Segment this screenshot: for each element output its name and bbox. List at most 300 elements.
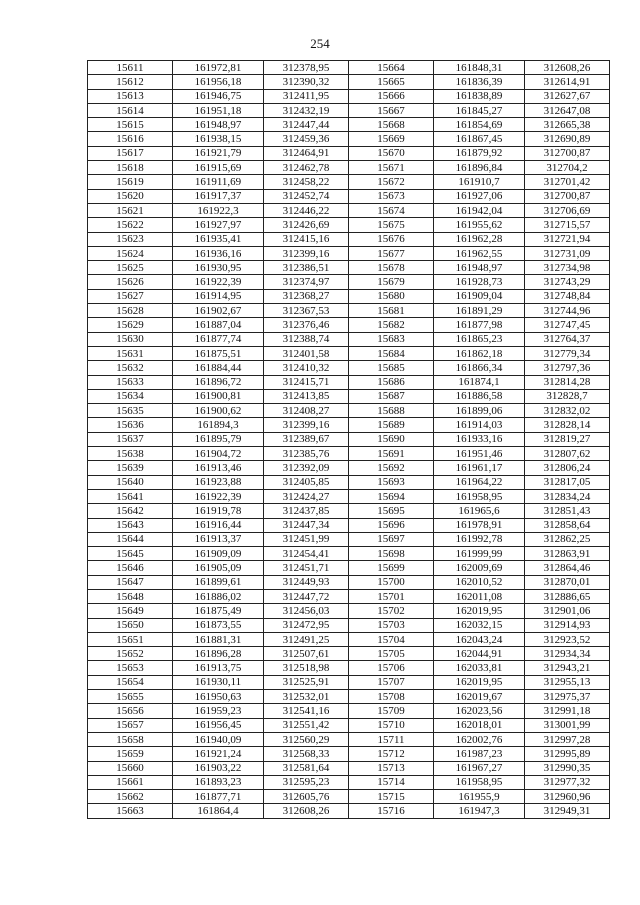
table-row [88,346,610,360]
point-id-cell: 15663 [88,804,173,818]
point-id-cell: 15700 [349,575,434,589]
y-coordinate-cell: 312447,72 [264,589,349,603]
point-id-cell: 15622 [88,218,173,232]
table-row [88,561,610,575]
table-row [88,747,610,761]
x-coordinate-cell: 161940,09 [173,732,264,746]
point-id-cell: 15691 [349,447,434,461]
x-coordinate-cell: 161965,6 [434,504,525,518]
x-coordinate-cell: 162018,01 [434,718,525,732]
x-coordinate-cell: 161972,81 [173,61,264,75]
point-id-cell: 15673 [349,189,434,203]
point-id-cell: 15693 [349,475,434,489]
x-coordinate-cell: 161967,27 [434,761,525,775]
y-coordinate-cell: 312949,31 [525,804,610,818]
x-coordinate-cell: 161909,04 [434,289,525,303]
point-id-cell: 15692 [349,461,434,475]
y-coordinate-cell: 312401,58 [264,346,349,360]
y-coordinate-cell: 312923,52 [525,632,610,646]
point-id-cell: 15660 [88,761,173,775]
x-coordinate-cell: 161873,55 [173,618,264,632]
y-coordinate-cell: 312454,41 [264,547,349,561]
x-coordinate-cell: 161928,73 [434,275,525,289]
x-coordinate-cell: 161947,3 [434,804,525,818]
y-coordinate-cell: 312451,71 [264,561,349,575]
x-coordinate-cell: 161946,75 [173,89,264,103]
x-coordinate-cell: 161987,23 [434,747,525,761]
point-id-cell: 15636 [88,418,173,432]
x-coordinate-cell: 161913,46 [173,461,264,475]
point-id-cell: 15704 [349,632,434,646]
table-row [88,804,610,818]
y-coordinate-cell: 312886,65 [525,589,610,603]
table-row [88,261,610,275]
point-id-cell: 15619 [88,175,173,189]
point-id-cell: 15696 [349,518,434,532]
point-id-cell: 15670 [349,146,434,160]
table-row [88,418,610,432]
y-coordinate-cell: 312864,46 [525,561,610,575]
x-coordinate-cell: 161911,69 [173,175,264,189]
table-row [88,332,610,346]
x-coordinate-cell: 162019,67 [434,690,525,704]
point-id-cell: 15634 [88,389,173,403]
y-coordinate-cell: 312764,37 [525,332,610,346]
table-row [88,432,610,446]
table-row [88,189,610,203]
y-coordinate-cell: 312817,05 [525,475,610,489]
x-coordinate-cell: 162011,08 [434,589,525,603]
table-row [88,447,610,461]
table-row [88,146,610,160]
y-coordinate-cell: 312432,19 [264,103,349,117]
point-id-cell: 15639 [88,461,173,475]
y-coordinate-cell: 312374,97 [264,275,349,289]
x-coordinate-cell: 161913,37 [173,532,264,546]
x-coordinate-cell: 161915,69 [173,161,264,175]
table-row [88,690,610,704]
table-row [88,118,610,132]
point-id-cell: 15675 [349,218,434,232]
y-coordinate-cell: 312451,99 [264,532,349,546]
y-coordinate-cell: 312568,33 [264,747,349,761]
point-id-cell: 15676 [349,232,434,246]
x-coordinate-cell: 161864,4 [173,804,264,818]
table-row [88,161,610,175]
table-row [88,575,610,589]
y-coordinate-cell: 313001,99 [525,718,610,732]
point-id-cell: 15638 [88,447,173,461]
y-coordinate-cell: 312806,24 [525,461,610,475]
y-coordinate-cell: 312975,37 [525,690,610,704]
table-row [88,775,610,789]
y-coordinate-cell: 312472,95 [264,618,349,632]
y-coordinate-cell: 312807,62 [525,447,610,461]
y-coordinate-cell: 312748,84 [525,289,610,303]
point-id-cell: 15712 [349,747,434,761]
y-coordinate-cell: 312960,96 [525,790,610,804]
y-coordinate-cell: 312858,64 [525,518,610,532]
point-id-cell: 15710 [349,718,434,732]
point-id-cell: 15615 [88,118,173,132]
table-row [88,761,610,775]
point-id-cell: 15682 [349,318,434,332]
y-coordinate-cell: 312734,98 [525,261,610,275]
x-coordinate-cell: 161958,95 [434,489,525,503]
y-coordinate-cell: 312990,35 [525,761,610,775]
point-id-cell: 15707 [349,675,434,689]
y-coordinate-cell: 312747,45 [525,318,610,332]
point-id-cell: 15664 [349,61,434,75]
point-id-cell: 15677 [349,246,434,260]
x-coordinate-cell: 161948,97 [434,261,525,275]
x-coordinate-cell: 162019,95 [434,675,525,689]
y-coordinate-cell: 312934,34 [525,647,610,661]
x-coordinate-cell: 161875,51 [173,346,264,360]
y-coordinate-cell: 312744,96 [525,304,610,318]
y-coordinate-cell: 312614,91 [525,75,610,89]
x-coordinate-cell: 161921,24 [173,747,264,761]
table-row [88,504,610,518]
point-id-cell: 15642 [88,504,173,518]
point-id-cell: 15643 [88,518,173,532]
x-coordinate-cell: 161916,44 [173,518,264,532]
y-coordinate-cell: 312378,95 [264,61,349,75]
x-coordinate-cell: 161948,97 [173,118,264,132]
point-id-cell: 15613 [88,89,173,103]
x-coordinate-cell: 161895,79 [173,432,264,446]
table-row [88,318,610,332]
x-coordinate-cell: 161867,45 [434,132,525,146]
x-coordinate-cell: 162019,95 [434,604,525,618]
point-id-cell: 15656 [88,704,173,718]
y-coordinate-cell: 312995,89 [525,747,610,761]
point-id-cell: 15651 [88,632,173,646]
point-id-cell: 15671 [349,161,434,175]
point-id-cell: 15646 [88,561,173,575]
table-row [88,132,610,146]
table-row [88,632,610,646]
table-row [88,489,610,503]
y-coordinate-cell: 312390,32 [264,75,349,89]
point-id-cell: 15715 [349,790,434,804]
x-coordinate-cell: 161950,63 [173,690,264,704]
point-id-cell: 15699 [349,561,434,575]
y-coordinate-cell: 312458,22 [264,175,349,189]
y-coordinate-cell: 312690,89 [525,132,610,146]
point-id-cell: 15621 [88,203,173,217]
table-row [88,518,610,532]
x-coordinate-cell: 162009,69 [434,561,525,575]
x-coordinate-cell: 161923,88 [173,475,264,489]
y-coordinate-cell: 312385,76 [264,447,349,461]
y-coordinate-cell: 312462,78 [264,161,349,175]
point-id-cell: 15611 [88,61,173,75]
point-id-cell: 15649 [88,604,173,618]
y-coordinate-cell: 312715,57 [525,218,610,232]
point-id-cell: 15714 [349,775,434,789]
y-coordinate-cell: 312870,01 [525,575,610,589]
x-coordinate-cell: 161881,31 [173,632,264,646]
y-coordinate-cell: 312386,51 [264,261,349,275]
x-coordinate-cell: 161962,28 [434,232,525,246]
y-coordinate-cell: 312446,22 [264,203,349,217]
point-id-cell: 15711 [349,732,434,746]
y-coordinate-cell: 312743,29 [525,275,610,289]
table-row [88,361,610,375]
x-coordinate-cell: 161930,95 [173,261,264,275]
x-coordinate-cell: 161927,97 [173,218,264,232]
y-coordinate-cell: 312413,85 [264,389,349,403]
y-coordinate-cell: 312415,16 [264,232,349,246]
y-coordinate-cell: 312411,95 [264,89,349,103]
y-coordinate-cell: 312955,13 [525,675,610,689]
point-id-cell: 15716 [349,804,434,818]
y-coordinate-cell: 312665,38 [525,118,610,132]
y-coordinate-cell: 312452,74 [264,189,349,203]
y-coordinate-cell: 312525,91 [264,675,349,689]
x-coordinate-cell: 161886,02 [173,589,264,603]
table-row [88,375,610,389]
y-coordinate-cell: 312449,93 [264,575,349,589]
x-coordinate-cell: 161935,41 [173,232,264,246]
y-coordinate-cell: 312701,42 [525,175,610,189]
table-row [88,661,610,675]
table-row [88,389,610,403]
x-coordinate-cell: 161899,61 [173,575,264,589]
x-coordinate-cell: 161893,23 [173,775,264,789]
point-id-cell: 15672 [349,175,434,189]
y-coordinate-cell: 312706,69 [525,203,610,217]
y-coordinate-cell: 312560,29 [264,732,349,746]
y-coordinate-cell: 312700,87 [525,189,610,203]
y-coordinate-cell: 312605,76 [264,790,349,804]
y-coordinate-cell: 312532,01 [264,690,349,704]
table-row [88,461,610,475]
x-coordinate-cell: 162023,56 [434,704,525,718]
x-coordinate-cell: 161904,72 [173,447,264,461]
y-coordinate-cell: 312447,44 [264,118,349,132]
x-coordinate-cell: 161930,11 [173,675,264,689]
point-id-cell: 15680 [349,289,434,303]
point-id-cell: 15685 [349,361,434,375]
point-id-cell: 15624 [88,246,173,260]
point-id-cell: 15628 [88,304,173,318]
y-coordinate-cell: 312410,32 [264,361,349,375]
y-coordinate-cell: 312943,21 [525,661,610,675]
point-id-cell: 15683 [349,332,434,346]
table-row [88,275,610,289]
x-coordinate-cell: 161959,23 [173,704,264,718]
y-coordinate-cell: 312901,06 [525,604,610,618]
x-coordinate-cell: 161894,3 [173,418,264,432]
x-coordinate-cell: 161896,84 [434,161,525,175]
x-coordinate-cell: 161900,62 [173,404,264,418]
point-id-cell: 15695 [349,504,434,518]
x-coordinate-cell: 161891,29 [434,304,525,318]
table-row [88,175,610,189]
point-id-cell: 15644 [88,532,173,546]
point-id-cell: 15702 [349,604,434,618]
point-id-cell: 15668 [349,118,434,132]
point-id-cell: 15635 [88,404,173,418]
y-coordinate-cell: 312731,09 [525,246,610,260]
point-id-cell: 15698 [349,547,434,561]
x-coordinate-cell: 161922,3 [173,203,264,217]
x-coordinate-cell: 161964,22 [434,475,525,489]
point-id-cell: 15705 [349,647,434,661]
y-coordinate-cell: 312627,67 [525,89,610,103]
x-coordinate-cell: 162033,81 [434,661,525,675]
y-coordinate-cell: 312914,93 [525,618,610,632]
point-id-cell: 15713 [349,761,434,775]
point-id-cell: 15655 [88,690,173,704]
table-row [88,618,610,632]
point-id-cell: 15640 [88,475,173,489]
y-coordinate-cell: 312862,25 [525,532,610,546]
y-coordinate-cell: 312491,25 [264,632,349,646]
y-coordinate-cell: 312721,94 [525,232,610,246]
coordinates-table-body [88,61,610,819]
point-id-cell: 15662 [88,790,173,804]
y-coordinate-cell: 312991,18 [525,704,610,718]
table-row [88,604,610,618]
table-row [88,404,610,418]
x-coordinate-cell: 161927,06 [434,189,525,203]
x-coordinate-cell: 161848,31 [434,61,525,75]
table-row [88,218,610,232]
table-row [88,718,610,732]
point-id-cell: 15650 [88,618,173,632]
x-coordinate-cell: 161914,03 [434,418,525,432]
table-row [88,547,610,561]
y-coordinate-cell: 312367,53 [264,304,349,318]
point-id-cell: 15687 [349,389,434,403]
point-id-cell: 15648 [88,589,173,603]
table-row [88,203,610,217]
x-coordinate-cell: 162043,24 [434,632,525,646]
y-coordinate-cell: 312581,64 [264,761,349,775]
x-coordinate-cell: 161845,27 [434,103,525,117]
point-id-cell: 15632 [88,361,173,375]
point-id-cell: 15641 [88,489,173,503]
x-coordinate-cell: 161955,9 [434,790,525,804]
y-coordinate-cell: 312797,36 [525,361,610,375]
point-id-cell: 15665 [349,75,434,89]
x-coordinate-cell: 161877,74 [173,332,264,346]
table-row [88,61,610,75]
point-id-cell: 15623 [88,232,173,246]
y-coordinate-cell: 312828,7 [525,389,610,403]
y-coordinate-cell: 312405,85 [264,475,349,489]
point-id-cell: 15666 [349,89,434,103]
y-coordinate-cell: 312424,27 [264,489,349,503]
point-id-cell: 15703 [349,618,434,632]
y-coordinate-cell: 312392,09 [264,461,349,475]
y-coordinate-cell: 312464,91 [264,146,349,160]
x-coordinate-cell: 161919,78 [173,504,264,518]
coordinates-table [87,60,610,819]
x-coordinate-cell: 161905,09 [173,561,264,575]
y-coordinate-cell: 312851,43 [525,504,610,518]
y-coordinate-cell: 312819,27 [525,432,610,446]
point-id-cell: 15647 [88,575,173,589]
x-coordinate-cell: 162002,76 [434,732,525,746]
x-coordinate-cell: 161887,04 [173,318,264,332]
point-id-cell: 15612 [88,75,173,89]
point-id-cell: 15654 [88,675,173,689]
y-coordinate-cell: 312551,42 [264,718,349,732]
x-coordinate-cell: 161896,28 [173,647,264,661]
point-id-cell: 15684 [349,346,434,360]
point-id-cell: 15633 [88,375,173,389]
x-coordinate-cell: 161933,16 [434,432,525,446]
y-coordinate-cell: 312507,61 [264,647,349,661]
x-coordinate-cell: 161910,7 [434,175,525,189]
x-coordinate-cell: 161917,37 [173,189,264,203]
point-id-cell: 15631 [88,346,173,360]
y-coordinate-cell: 312828,14 [525,418,610,432]
table-row [88,304,610,318]
point-id-cell: 15653 [88,661,173,675]
x-coordinate-cell: 161903,22 [173,761,264,775]
point-id-cell: 15617 [88,146,173,160]
point-id-cell: 15616 [88,132,173,146]
x-coordinate-cell: 161955,62 [434,218,525,232]
point-id-cell: 15625 [88,261,173,275]
x-coordinate-cell: 161978,91 [434,518,525,532]
table-row [88,589,610,603]
y-coordinate-cell: 312834,24 [525,489,610,503]
y-coordinate-cell: 312608,26 [264,804,349,818]
point-id-cell: 15627 [88,289,173,303]
y-coordinate-cell: 312399,16 [264,418,349,432]
point-id-cell: 15657 [88,718,173,732]
x-coordinate-cell: 161936,16 [173,246,264,260]
y-coordinate-cell: 312595,23 [264,775,349,789]
x-coordinate-cell: 161951,46 [434,447,525,461]
point-id-cell: 15709 [349,704,434,718]
x-coordinate-cell: 161902,67 [173,304,264,318]
table-row [88,75,610,89]
y-coordinate-cell: 312814,28 [525,375,610,389]
table-row [88,675,610,689]
y-coordinate-cell: 312389,67 [264,432,349,446]
y-coordinate-cell: 312408,27 [264,404,349,418]
x-coordinate-cell: 161922,39 [173,275,264,289]
x-coordinate-cell: 161958,95 [434,775,525,789]
point-id-cell: 15686 [349,375,434,389]
y-coordinate-cell: 312437,85 [264,504,349,518]
table-row [88,232,610,246]
y-coordinate-cell: 312518,98 [264,661,349,675]
point-id-cell: 15697 [349,532,434,546]
point-id-cell: 15701 [349,589,434,603]
y-coordinate-cell: 312832,02 [525,404,610,418]
point-id-cell: 15678 [349,261,434,275]
y-coordinate-cell: 312447,34 [264,518,349,532]
y-coordinate-cell: 312700,87 [525,146,610,160]
x-coordinate-cell: 161922,39 [173,489,264,503]
x-coordinate-cell: 161951,18 [173,103,264,117]
point-id-cell: 15689 [349,418,434,432]
x-coordinate-cell: 162010,52 [434,575,525,589]
x-coordinate-cell: 161865,23 [434,332,525,346]
y-coordinate-cell: 312608,26 [525,61,610,75]
x-coordinate-cell: 161836,39 [434,75,525,89]
x-coordinate-cell: 161909,09 [173,547,264,561]
x-coordinate-cell: 161896,72 [173,375,264,389]
